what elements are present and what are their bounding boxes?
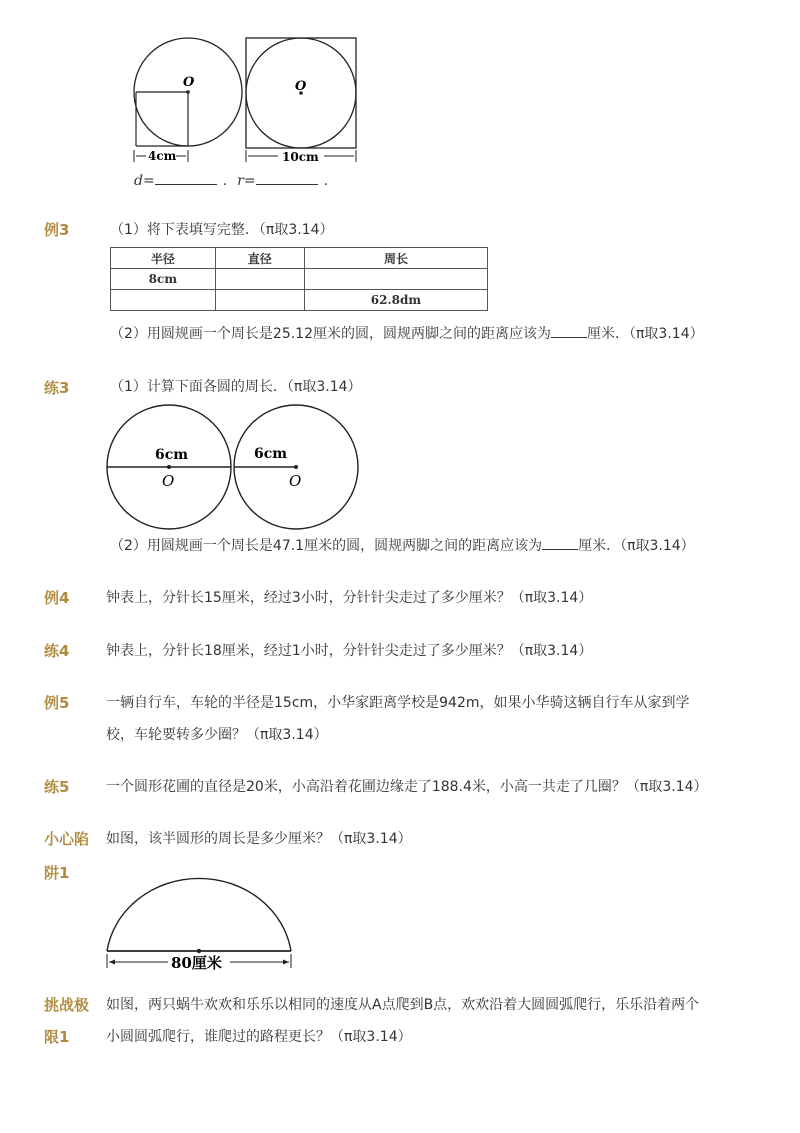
d-label: d=: [134, 173, 155, 189]
table-header: 直径: [215, 248, 304, 269]
center-o-left: O: [183, 75, 195, 90]
dim-left: 4cm: [148, 149, 177, 163]
fill-table: [110, 247, 488, 311]
pr3-blank[interactable]: [542, 535, 578, 550]
pr3-part2-pre: （2）用圆规画一个周长是47.1厘米的圆，圆规两脚之间的距离应该为: [110, 538, 543, 554]
challenge1-label-2: 限1: [44, 1028, 70, 1046]
table-row: [111, 290, 488, 311]
table-cell[interactable]: [304, 269, 487, 290]
table-cell: 8cm: [111, 269, 216, 290]
r-label: r=: [237, 173, 256, 189]
pr3-part1: （1）计算下面各圆的周长．（π取3.14）: [110, 379, 362, 395]
challenge1-label-1: 挑战极: [44, 996, 90, 1014]
pr3-label: 练3: [44, 379, 70, 397]
dim-right: 10cm: [282, 150, 319, 164]
table-cell[interactable]: [215, 290, 304, 311]
ex3-part2-pre: （2）用圆规画一个周长是25.12厘米的圆，圆规两脚之间的距离应该为: [110, 326, 551, 342]
pr5-text: 一个圆形花圃的直径是20米，小高沿着花圃边缘走了188.4米，小高一共走了几圈？（π取3.14）: [106, 779, 708, 795]
ex3-blank[interactable]: [551, 323, 587, 338]
trap1-label-2: 阱1: [44, 864, 70, 882]
pr4-text: 钟表上，分针长18厘米，经过1小时，分针针尖走过了多少厘米？（π取3.14）: [106, 643, 593, 659]
ex5-line1: 一辆自行车，车轮的半径是15cm，小华家距离学校是942m，如果小华骑这辆自行车从家到学: [106, 695, 690, 711]
table-cell[interactable]: [111, 290, 216, 311]
trap1-label-1: 小心陷: [44, 830, 90, 848]
d-blank[interactable]: [155, 170, 217, 185]
pr3-part2-post: 厘米．（π取3.14）: [578, 538, 695, 554]
table-cell: 62.8dm: [304, 290, 487, 311]
end: .: [323, 173, 329, 189]
semicircle-dim: 80厘米: [171, 954, 222, 972]
ex3-part2: [110, 323, 704, 345]
ex3-label: 例3: [44, 221, 70, 239]
answer-line: [134, 170, 328, 189]
table-row: [111, 269, 488, 290]
pr5-label: 练5: [44, 778, 70, 796]
pr3-part2: [110, 535, 695, 557]
challenge1-line2: 小圆圆弧爬行，谁爬过的路程更长？（π取3.14）: [106, 1029, 412, 1045]
ex5-label: 例5: [44, 694, 70, 712]
semicircle-figure: [100, 860, 300, 972]
table-cell[interactable]: [215, 269, 304, 290]
challenge1-line1: 如图，两只蜗牛欢欢和乐乐以相同的速度从A点爬到B点，欢欢沿着大圆圆弧爬行，乐乐沿着两个: [106, 997, 700, 1013]
pr3-dim-right: 6cm: [254, 446, 288, 462]
table-header: 半径: [111, 248, 216, 269]
pr3-dim-left: 6cm: [155, 447, 189, 463]
pr4-label: 练4: [44, 642, 70, 660]
trap1-text: 如图，该半圆形的周长是多少厘米？（π取3.14）: [106, 831, 412, 847]
sep: .: [222, 173, 228, 189]
pr3-center-left: O: [162, 472, 175, 490]
table-header: 周长: [304, 248, 487, 269]
circle-figure-1: [120, 30, 380, 170]
ex5-line2: 校，车轮要转多少圈？（π取3.14）: [106, 727, 328, 743]
table-header-row: [111, 248, 488, 269]
circle-figure-2: [100, 402, 365, 534]
ex3-part1: （1）将下表填写完整．（π取3.14）: [110, 222, 334, 238]
pr3-center-right: O: [289, 472, 302, 490]
ex4-text: 钟表上，分针长15厘米，经过3小时，分针针尖走过了多少厘米？（π取3.14）: [106, 590, 593, 606]
center-o-right: O: [295, 79, 307, 94]
ex4-label: 例4: [44, 589, 70, 607]
r-blank[interactable]: [256, 170, 318, 185]
ex3-part2-post: 厘米．（π取3.14）: [587, 326, 704, 342]
